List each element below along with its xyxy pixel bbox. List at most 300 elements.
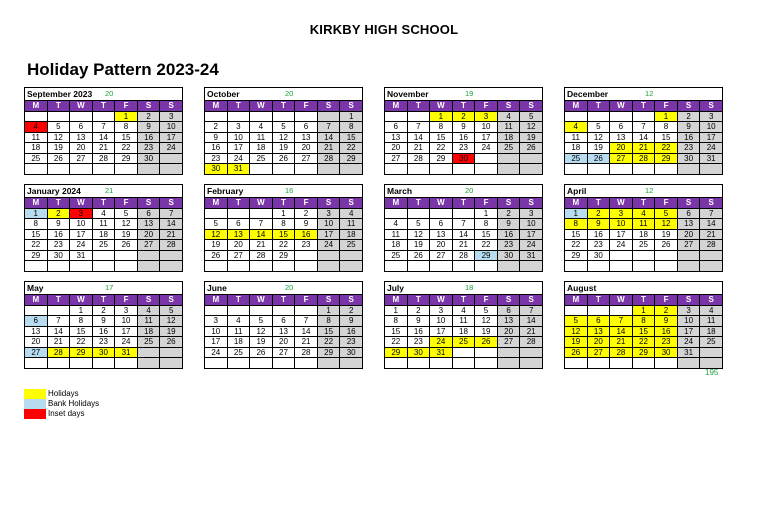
weekday-label: F — [475, 295, 498, 306]
day-cell: 26 — [520, 143, 543, 154]
day-cell — [250, 358, 273, 369]
day-cell: 19 — [205, 240, 228, 251]
day-cell: 21 — [47, 337, 70, 348]
day-cell: 29 — [70, 347, 93, 358]
day-cell — [385, 164, 408, 175]
day-cell: 25 — [632, 240, 655, 251]
day-cell — [677, 164, 700, 175]
day-cell: 19 — [115, 229, 138, 240]
day-cell: 27 — [385, 153, 408, 164]
weekday-label: T — [452, 101, 475, 112]
day-cell: 10 — [115, 316, 138, 327]
day-cell — [407, 208, 430, 219]
school-day-count: 20 — [465, 186, 474, 195]
day-cell — [115, 261, 138, 272]
day-cell: 21 — [92, 143, 115, 154]
week-row — [205, 250, 363, 261]
day-cell: 8 — [565, 219, 588, 230]
day-cell: 25 — [565, 153, 588, 164]
day-cell — [25, 111, 48, 122]
day-cell — [520, 358, 543, 369]
weekday-header-row — [25, 295, 183, 306]
day-cell: 6 — [430, 219, 453, 230]
day-cell: 28 — [250, 250, 273, 261]
day-cell — [250, 164, 273, 175]
day-cell: 30 — [497, 250, 520, 261]
day-cell: 9 — [407, 316, 430, 327]
month-header — [24, 281, 183, 294]
month-grid — [204, 197, 363, 272]
day-cell: 7 — [160, 208, 183, 219]
day-cell — [295, 261, 318, 272]
week-row — [565, 316, 723, 327]
weekday-label: S — [677, 295, 700, 306]
day-cell: 20 — [430, 240, 453, 251]
day-cell: 2 — [295, 208, 318, 219]
day-cell: 27 — [227, 250, 250, 261]
day-cell: 15 — [272, 229, 295, 240]
day-cell — [25, 164, 48, 175]
day-cell — [317, 358, 340, 369]
month-header — [204, 184, 363, 197]
day-cell — [407, 261, 430, 272]
weekday-label: T — [587, 101, 610, 112]
month-header — [24, 184, 183, 197]
day-cell — [92, 164, 115, 175]
day-cell: 31 — [430, 347, 453, 358]
day-cell: 28 — [317, 153, 340, 164]
day-cell: 12 — [160, 316, 183, 327]
week-row — [205, 122, 363, 133]
day-cell — [587, 164, 610, 175]
day-cell: 20 — [497, 326, 520, 337]
day-cell: 15 — [70, 326, 93, 337]
day-cell: 14 — [632, 132, 655, 143]
day-cell — [205, 305, 228, 316]
day-cell: 14 — [160, 219, 183, 230]
day-cell: 30 — [137, 153, 160, 164]
day-cell: 12 — [407, 229, 430, 240]
day-cell: 18 — [632, 229, 655, 240]
week-row — [565, 250, 723, 261]
weekday-label: S — [340, 198, 363, 209]
day-cell: 18 — [497, 132, 520, 143]
weekday-label: W — [250, 101, 273, 112]
weekday-label: T — [47, 101, 70, 112]
day-cell: 17 — [70, 229, 93, 240]
day-cell: 16 — [497, 229, 520, 240]
week-row — [565, 164, 723, 175]
weekday-header-row — [205, 295, 363, 306]
week-row — [205, 219, 363, 230]
day-cell: 14 — [47, 326, 70, 337]
week-row — [565, 347, 723, 358]
week-row — [385, 305, 543, 316]
day-cell: 19 — [587, 143, 610, 154]
day-cell: 24 — [205, 347, 228, 358]
school-day-count: 21 — [105, 186, 114, 195]
week-row — [205, 261, 363, 272]
legend-inset-label: Inset days — [48, 409, 85, 418]
day-cell: 25 — [25, 153, 48, 164]
week-row — [385, 326, 543, 337]
week-row — [25, 326, 183, 337]
week-row — [25, 143, 183, 154]
day-cell: 16 — [205, 143, 228, 154]
day-cell: 3 — [475, 111, 498, 122]
day-cell: 29 — [565, 250, 588, 261]
day-cell: 29 — [272, 250, 295, 261]
day-cell: 11 — [137, 316, 160, 327]
week-row — [385, 240, 543, 251]
day-cell: 10 — [430, 316, 453, 327]
day-cell: 19 — [565, 337, 588, 348]
day-cell: 10 — [700, 122, 723, 133]
day-cell: 29 — [317, 347, 340, 358]
day-cell: 8 — [340, 122, 363, 133]
day-cell — [632, 358, 655, 369]
weekday-header-row — [385, 295, 543, 306]
day-cell: 19 — [250, 337, 273, 348]
day-cell: 31 — [70, 250, 93, 261]
week-row — [205, 153, 363, 164]
day-cell — [160, 250, 183, 261]
day-cell: 24 — [317, 240, 340, 251]
month-calendar — [384, 184, 543, 272]
day-cell: 12 — [47, 132, 70, 143]
day-cell: 6 — [677, 208, 700, 219]
day-cell — [632, 250, 655, 261]
month-grid — [384, 197, 543, 272]
weekday-label: M — [385, 101, 408, 112]
day-cell — [115, 250, 138, 261]
day-cell: 16 — [92, 326, 115, 337]
day-cell — [587, 261, 610, 272]
day-cell: 11 — [250, 132, 273, 143]
day-cell: 22 — [430, 143, 453, 154]
weekday-label: F — [475, 101, 498, 112]
day-cell: 31 — [115, 347, 138, 358]
weekday-label: S — [160, 198, 183, 209]
day-cell: 22 — [70, 337, 93, 348]
day-cell — [227, 358, 250, 369]
weekday-header-row — [385, 101, 543, 112]
day-cell: 12 — [565, 326, 588, 337]
day-cell: 29 — [475, 250, 498, 261]
day-cell — [497, 358, 520, 369]
weekday-label: W — [610, 101, 633, 112]
day-cell: 5 — [565, 316, 588, 327]
day-cell: 6 — [137, 208, 160, 219]
week-row — [385, 122, 543, 133]
day-cell — [677, 250, 700, 261]
day-cell: 18 — [250, 143, 273, 154]
day-cell: 6 — [610, 122, 633, 133]
month-name: June — [207, 283, 227, 293]
day-cell — [520, 153, 543, 164]
weekday-header-row — [565, 101, 723, 112]
day-cell: 14 — [452, 229, 475, 240]
day-cell — [205, 261, 228, 272]
week-row — [205, 164, 363, 175]
day-cell: 5 — [520, 111, 543, 122]
day-cell: 10 — [70, 219, 93, 230]
day-cell: 2 — [655, 305, 678, 316]
day-cell — [430, 164, 453, 175]
day-cell — [700, 358, 723, 369]
day-cell: 26 — [250, 347, 273, 358]
weekday-label: S — [520, 295, 543, 306]
day-cell: 8 — [632, 316, 655, 327]
day-cell: 18 — [227, 337, 250, 348]
day-cell: 22 — [340, 143, 363, 154]
day-cell: 11 — [497, 122, 520, 133]
day-cell — [272, 111, 295, 122]
day-cell: 20 — [385, 143, 408, 154]
day-cell: 15 — [430, 132, 453, 143]
day-cell: 1 — [655, 111, 678, 122]
day-cell — [385, 261, 408, 272]
day-cell: 3 — [700, 111, 723, 122]
week-row — [385, 143, 543, 154]
day-cell: 15 — [115, 132, 138, 143]
month-grid — [564, 294, 723, 369]
day-cell: 23 — [407, 337, 430, 348]
day-cell — [407, 111, 430, 122]
day-cell: 22 — [565, 240, 588, 251]
day-cell: 22 — [475, 240, 498, 251]
school-day-count: 18 — [465, 283, 474, 292]
day-cell — [160, 153, 183, 164]
month-calendar — [204, 281, 363, 369]
weekday-label: S — [677, 101, 700, 112]
day-cell: 27 — [497, 337, 520, 348]
day-cell: 16 — [47, 229, 70, 240]
day-cell: 1 — [272, 208, 295, 219]
month-name: August — [567, 283, 597, 293]
day-cell: 3 — [430, 305, 453, 316]
day-cell — [205, 111, 228, 122]
day-cell: 1 — [632, 305, 655, 316]
day-cell: 26 — [475, 337, 498, 348]
month-calendar — [564, 87, 723, 175]
month-header — [564, 281, 723, 294]
school-day-count: 20 — [285, 283, 294, 292]
day-cell: 1 — [565, 208, 588, 219]
day-cell: 9 — [137, 122, 160, 133]
day-cell: 9 — [92, 316, 115, 327]
day-cell — [160, 164, 183, 175]
day-cell — [452, 261, 475, 272]
day-cell — [92, 250, 115, 261]
school-day-count: 20 — [105, 89, 114, 98]
day-cell: 23 — [655, 337, 678, 348]
day-cell: 15 — [475, 229, 498, 240]
day-cell: 30 — [47, 250, 70, 261]
day-cell: 24 — [70, 240, 93, 251]
day-cell: 24 — [160, 143, 183, 154]
day-cell: 5 — [272, 122, 295, 133]
day-cell: 17 — [677, 326, 700, 337]
weekday-label: T — [452, 295, 475, 306]
weekday-label: F — [295, 295, 318, 306]
day-cell: 7 — [520, 305, 543, 316]
day-cell: 2 — [497, 208, 520, 219]
day-cell: 4 — [452, 305, 475, 316]
day-cell: 7 — [407, 122, 430, 133]
day-cell: 15 — [565, 229, 588, 240]
week-row — [25, 358, 183, 369]
legend-bank-label: Bank Holidays — [48, 399, 100, 408]
weekday-label: S — [137, 295, 160, 306]
week-row — [385, 111, 543, 122]
month-grid — [24, 197, 183, 272]
day-cell: 21 — [317, 143, 340, 154]
day-cell — [475, 347, 498, 358]
day-cell: 17 — [227, 143, 250, 154]
day-cell: 2 — [452, 111, 475, 122]
day-cell: 3 — [317, 208, 340, 219]
day-cell: 2 — [407, 305, 430, 316]
weekday-label: W — [250, 198, 273, 209]
day-cell: 16 — [452, 132, 475, 143]
day-cell: 10 — [520, 219, 543, 230]
day-cell — [317, 111, 340, 122]
weekday-label: S — [520, 198, 543, 209]
day-cell: 4 — [700, 305, 723, 316]
day-cell — [677, 261, 700, 272]
day-cell: 6 — [70, 122, 93, 133]
day-cell — [205, 358, 228, 369]
day-cell: 6 — [25, 316, 48, 327]
day-cell: 14 — [520, 316, 543, 327]
day-cell: 29 — [115, 153, 138, 164]
week-row — [385, 153, 543, 164]
day-cell — [340, 250, 363, 261]
day-cell: 13 — [497, 316, 520, 327]
day-cell: 14 — [700, 219, 723, 230]
day-cell: 11 — [340, 219, 363, 230]
legend-holidays-label: Holidays — [48, 389, 79, 398]
day-cell: 24 — [610, 240, 633, 251]
weekday-label: S — [317, 198, 340, 209]
day-cell: 30 — [205, 164, 228, 175]
school-day-count: 12 — [645, 186, 654, 195]
day-cell: 29 — [632, 347, 655, 358]
day-cell: 12 — [272, 132, 295, 143]
day-cell: 8 — [70, 316, 93, 327]
day-cell — [25, 358, 48, 369]
day-cell: 5 — [475, 305, 498, 316]
day-cell — [137, 164, 160, 175]
day-cell: 21 — [610, 337, 633, 348]
day-cell: 11 — [92, 219, 115, 230]
month-grid — [564, 197, 723, 272]
day-cell — [317, 261, 340, 272]
day-cell: 28 — [700, 240, 723, 251]
day-cell — [47, 111, 70, 122]
day-cell — [385, 208, 408, 219]
day-cell: 29 — [340, 153, 363, 164]
day-cell: 26 — [565, 347, 588, 358]
week-row — [385, 316, 543, 327]
day-cell — [700, 164, 723, 175]
weekday-label: S — [137, 101, 160, 112]
holiday-swatch — [24, 389, 46, 399]
day-cell: 3 — [520, 208, 543, 219]
day-cell — [497, 164, 520, 175]
day-cell: 24 — [475, 143, 498, 154]
day-cell: 8 — [475, 219, 498, 230]
day-cell: 3 — [677, 305, 700, 316]
day-cell: 4 — [565, 122, 588, 133]
day-cell: 20 — [227, 240, 250, 251]
day-cell — [115, 164, 138, 175]
day-cell: 2 — [340, 305, 363, 316]
day-cell — [430, 358, 453, 369]
day-cell: 22 — [385, 337, 408, 348]
day-cell: 13 — [610, 132, 633, 143]
day-cell: 22 — [115, 143, 138, 154]
day-cell: 10 — [160, 122, 183, 133]
day-cell: 23 — [137, 143, 160, 154]
month-name: January 2024 — [27, 186, 81, 196]
week-row — [385, 347, 543, 358]
day-cell: 27 — [137, 240, 160, 251]
day-cell — [295, 164, 318, 175]
weekday-label: T — [272, 295, 295, 306]
month-calendar — [24, 184, 183, 272]
school-day-count: 19 — [465, 89, 474, 98]
day-cell: 17 — [160, 132, 183, 143]
day-cell — [385, 358, 408, 369]
day-cell: 22 — [25, 240, 48, 251]
day-cell — [632, 111, 655, 122]
day-cell: 4 — [385, 219, 408, 230]
weekday-label: T — [407, 198, 430, 209]
weekday-label: M — [565, 101, 588, 112]
day-cell: 28 — [610, 347, 633, 358]
day-cell: 29 — [385, 347, 408, 358]
day-cell — [92, 111, 115, 122]
day-cell: 27 — [295, 153, 318, 164]
day-cell — [565, 111, 588, 122]
day-cell: 9 — [205, 132, 228, 143]
week-row — [385, 250, 543, 261]
day-cell — [452, 358, 475, 369]
day-cell: 17 — [317, 229, 340, 240]
day-cell — [70, 164, 93, 175]
day-cell — [47, 305, 70, 316]
day-cell — [340, 358, 363, 369]
bank-holiday-swatch — [24, 399, 46, 409]
day-cell: 20 — [70, 143, 93, 154]
weekday-label: T — [92, 295, 115, 306]
day-cell: 29 — [655, 153, 678, 164]
day-cell: 22 — [632, 337, 655, 348]
month-header — [384, 184, 543, 197]
weekday-label: S — [137, 198, 160, 209]
day-cell: 5 — [407, 219, 430, 230]
day-cell — [70, 111, 93, 122]
day-cell: 7 — [92, 122, 115, 133]
school-day-count: 17 — [105, 283, 114, 292]
day-cell: 17 — [475, 132, 498, 143]
weekday-label: F — [655, 101, 678, 112]
day-cell: 8 — [385, 316, 408, 327]
weekday-header-row — [25, 101, 183, 112]
day-cell — [317, 250, 340, 261]
